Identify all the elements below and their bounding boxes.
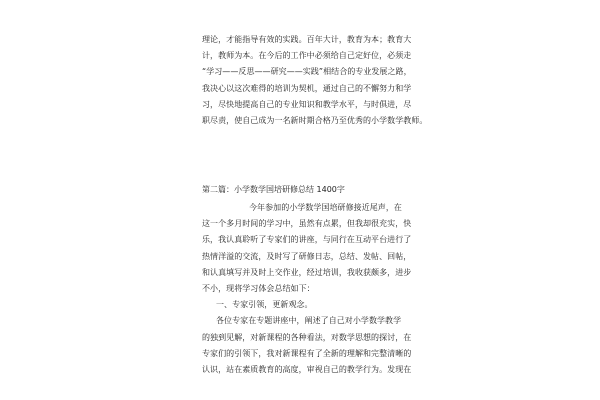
text-line: 理论，才能指导有效的实践。百年大计，教育为本；教育大 [202, 35, 412, 44]
text-line: 的独到见解，对新课程的各种看法，对数学思想的探讨，在 [202, 332, 412, 342]
top-paragraph [202, 32, 428, 129]
text-line: 习，尽快地提高自己的专业知识和教学水平，与时俱进，尽 [202, 99, 412, 109]
text-line: 各位专家在专题讲座中，阐述了自己对小学数学教学 [216, 316, 402, 326]
text-line: 职尽责，使自己成为一名新时期合格乃至优秀的小学数学教师。 [202, 115, 428, 125]
text-line: 计，教师为本。在今后的工作中必须给自己定好位，必须走 [202, 51, 412, 61]
section-heading: 第二篇：小学数学国培研修总结 1400字 [202, 185, 345, 194]
text-line: 乐，我认真聆听了专家们的讲座，与同行在互动平台进行了 [202, 235, 412, 245]
text-line: 和认真填写并及时上交作业，经过培训，我收获颇多，进步 [202, 267, 412, 277]
text-line: 这一个多月时间的学习中，虽然有点累，但我却很充实，快 [202, 219, 412, 229]
section-two [202, 182, 412, 378]
subheading-line: 一、专家引领，更新观念。 [216, 300, 313, 310]
text-line: 热情洋溢的交流，及时写了研修日志，总结、发帖、回帖， [202, 251, 412, 261]
text-line: 今年参加的小学数学国培研修接近尾声，在 [249, 203, 402, 212]
text-line: 专家们的引领下，我对新课程有了全新的理解和完整清晰的 [202, 348, 412, 358]
text-line: 我决心以这次难得的培训为契机，通过自己的不懈努力和学 [202, 83, 412, 93]
text-line: “学习——反思——研究——实践”相结合的专业发展之路， [202, 67, 412, 77]
text-line: 不小，现将学习体会总结如下： [202, 283, 315, 293]
text-line: 认识，站在素质教育的高度，审视自己的教学行为。发现在 [202, 364, 412, 374]
